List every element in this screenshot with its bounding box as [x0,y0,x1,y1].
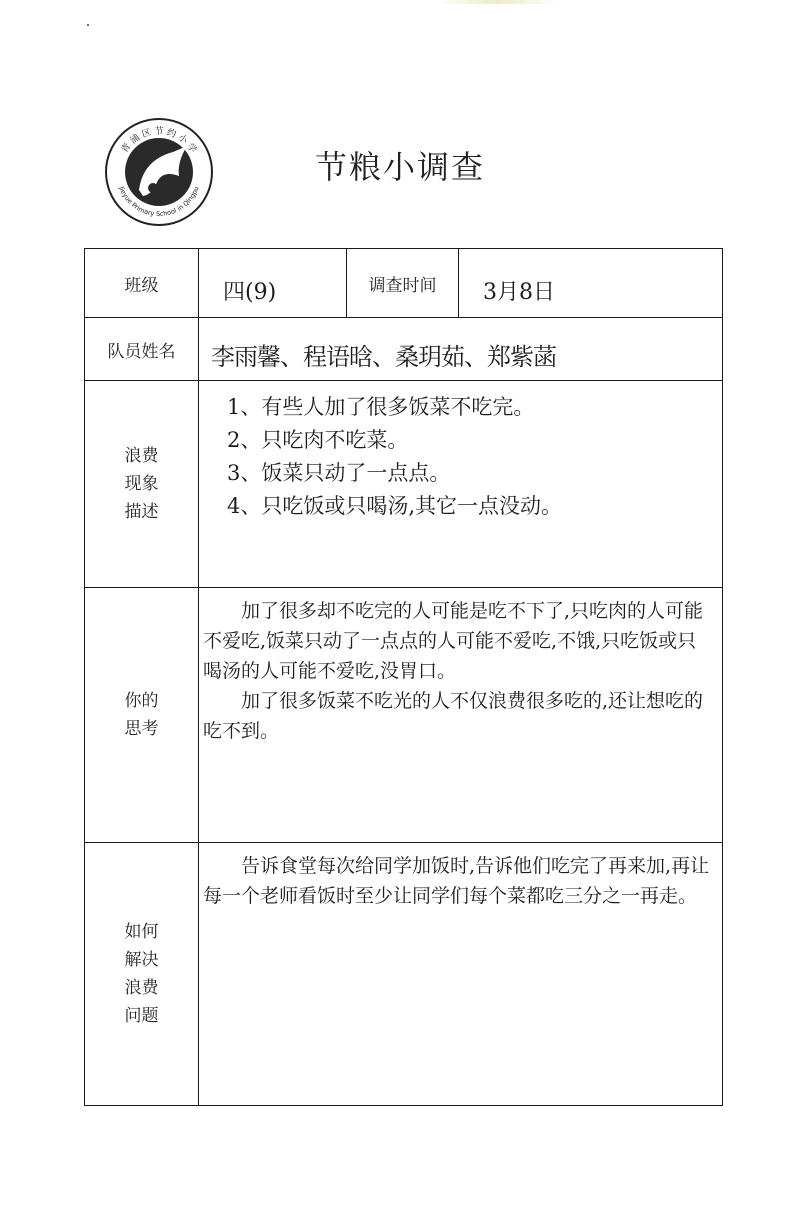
think-cell [199,588,723,843]
solve-cell [199,843,723,1106]
waste-list [199,381,722,523]
think-paragraph: 加了很多却不吃完的人可能是吃不下了,只吃肉的人可能不爱吃,饭菜只动了一点点的人可能不爱吃,不饿,只吃饭或只喝汤的人可能不爱吃,没胃口。 [203,600,704,682]
table-row [85,843,723,1106]
date-value: 3月8日 [459,249,723,318]
think-label-text: 你的思考 [124,691,159,739]
solve-label-text: 如何解决浪费问题 [124,922,159,1026]
solve-paragraph: 告诉食堂每次给同学加饭时,告诉他们吃完了再来加,再让每一个老师看饭时至少让同学们每个菜都吃三分之一再走。 [203,855,710,907]
table-row [85,588,723,843]
seal-top-text: 青 浦 区 节 约 小 学 [119,127,199,156]
scan-dot [87,24,89,26]
members-label: 队员姓名 [85,318,199,381]
list-item: 2、只吃肉不吃菜。 [227,428,409,452]
class-label: 班级 [85,249,199,318]
waste-label-text: 浪费现象描述 [124,446,159,522]
page-title: 节粮小调查 [314,148,485,186]
think-paragraph: 加了很多饭菜不吃光的人不仅浪费很多吃的,还让想吃的吃不到。 [203,690,704,742]
list-item: 4、只吃饭或只喝汤,其它一点没动。 [227,494,563,518]
list-item: 3、饭菜只动了一点点。 [227,461,451,485]
table-row [85,381,723,588]
table-row [85,249,723,318]
scan-smudge [435,0,560,4]
list-item: 1、有些人加了很多饭菜不吃完。 [227,395,535,419]
members-value: 李雨馨、程语晗、桑玥茹、郑紫菡 [199,318,723,381]
date-label: 调查时间 [347,249,459,318]
waste-cell [199,381,723,588]
seal-bottom-text: Jieyue Primary School in Qingpu [117,185,201,219]
solve-label [85,843,199,1106]
class-value: 四(9) [199,249,347,318]
table-row [85,318,723,381]
think-label [85,588,199,843]
survey-table [84,248,723,1106]
waste-label [85,381,199,588]
